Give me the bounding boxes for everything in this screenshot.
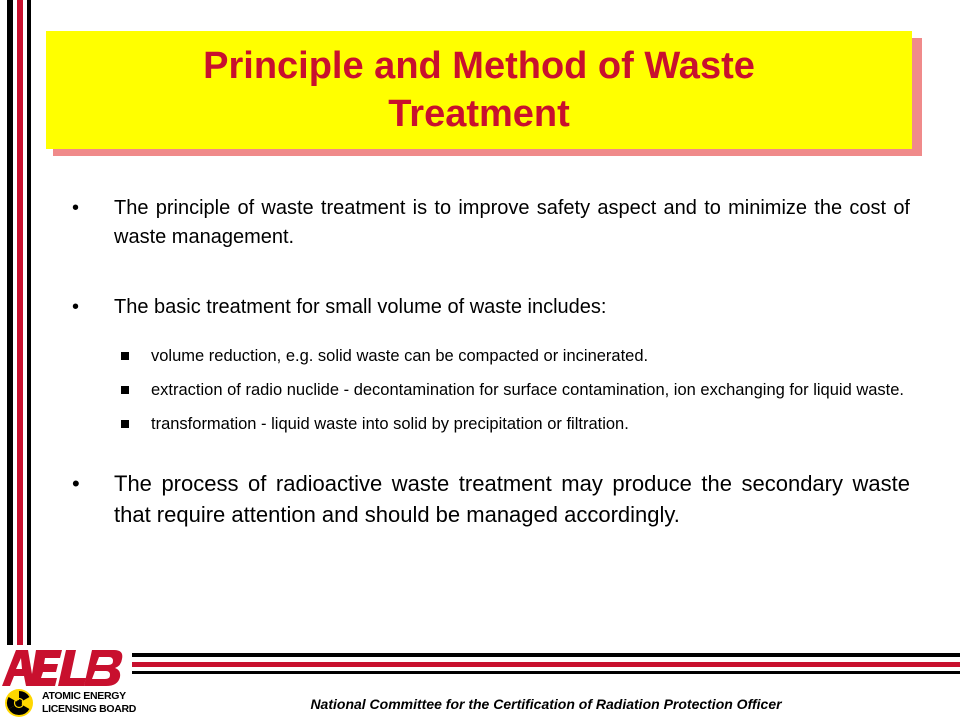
sub-bullet-item <box>117 378 910 403</box>
radiation-trefoil-icon <box>4 688 34 718</box>
footer-rule-black-top <box>132 653 960 657</box>
sub-bullet-text: transformation - liquid waste into solid by precipitation or filtration. <box>151 415 629 433</box>
bullet-text: The principle of waste treatment is to improve safety aspect and to minimize the cost of waste management. <box>114 197 910 248</box>
sub-bullet-text: extraction of radio nuclide - decontamination for surface contamination, ion exchanging for liquid waste. <box>151 381 905 399</box>
footer-rule-red <box>132 662 960 667</box>
square-bullet-icon <box>121 386 129 394</box>
square-bullet-icon <box>121 352 129 360</box>
aelb-logo <box>0 648 137 720</box>
bullet-text: The basic treatment for small volume of waste includes: <box>114 296 607 318</box>
sub-bullet-list <box>72 344 910 437</box>
sub-bullet-text: volume reduction, e.g. solid waste can be compacted or incinerated. <box>151 347 649 365</box>
footer-text: National Committee for the Certification of Radiation Protection Officer <box>310 696 782 712</box>
bullet-item <box>72 194 910 252</box>
bullet-dot: • <box>72 296 80 318</box>
left-rule-black-outer <box>7 0 13 645</box>
left-rule-red <box>17 0 23 645</box>
bullet-item <box>72 293 910 322</box>
slide-title: Principle and Method of Waste Treatment <box>203 45 755 135</box>
sub-bullet-item <box>117 344 910 369</box>
title-box <box>46 31 912 149</box>
left-rule-black-inner <box>27 0 31 645</box>
logo-line-1: ATOMIC ENERGY <box>42 690 126 702</box>
bullet-text: The process of radioactive waste treatment may produce the secondary waste that require attention and should be managed accordingly. <box>114 471 910 527</box>
square-bullet-icon <box>121 420 129 428</box>
logo-line-2: LICENSING BOARD <box>42 703 137 715</box>
bullet-dot: • <box>72 197 80 219</box>
slide-content <box>72 190 910 530</box>
aelb-logo-letters-icon <box>0 648 130 688</box>
bullet-dot: • <box>72 471 80 496</box>
bullet-item <box>72 468 910 530</box>
footer-rule-black-bottom <box>132 671 960 674</box>
sub-bullet-item <box>117 412 910 437</box>
